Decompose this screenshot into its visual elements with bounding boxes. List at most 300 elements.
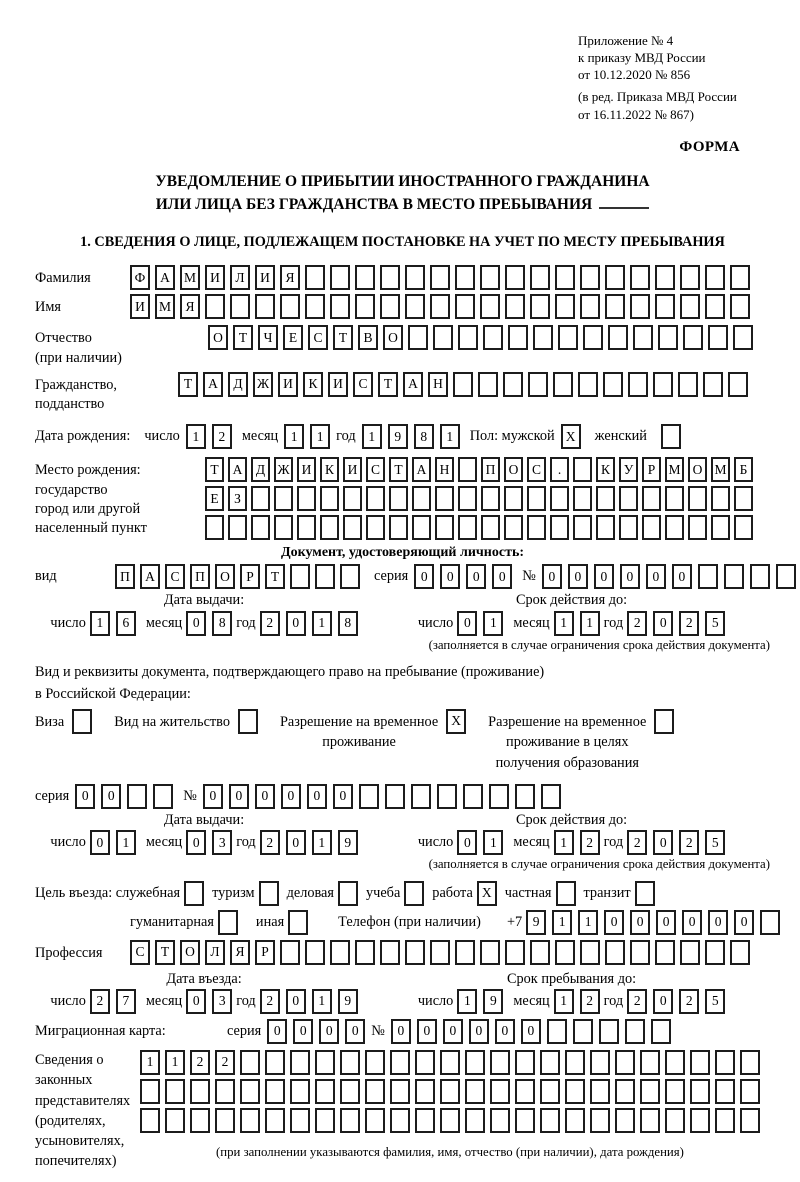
residence-number-cell[interactable] bbox=[489, 784, 509, 809]
representatives-cell[interactable] bbox=[615, 1108, 635, 1133]
identity-issue-year-cell[interactable]: 2 bbox=[260, 611, 280, 636]
residence-issue-month-cell[interactable]: 0 bbox=[186, 830, 206, 855]
representatives-cell[interactable] bbox=[440, 1108, 460, 1133]
birthplace-cell[interactable] bbox=[320, 515, 339, 540]
migration-number-cell[interactable]: 0 bbox=[391, 1019, 411, 1044]
birthplace-cell[interactable] bbox=[366, 515, 385, 540]
representatives-cell[interactable]: 2 bbox=[190, 1050, 210, 1075]
given-name-cell[interactable] bbox=[330, 294, 350, 319]
identity-valid-day-cell[interactable]: 0 bbox=[457, 611, 477, 636]
citizenship-cell[interactable]: Т bbox=[178, 372, 198, 397]
residence-valid-day-cell[interactable]: 1 bbox=[483, 830, 503, 855]
birthplace-cell[interactable]: З bbox=[228, 486, 247, 511]
patronymic-cell[interactable]: О bbox=[208, 325, 228, 350]
stay-day-cell[interactable]: 1 bbox=[457, 989, 477, 1014]
purpose-other-checkbox[interactable] bbox=[288, 910, 308, 935]
representatives-cell[interactable] bbox=[215, 1079, 235, 1104]
residence-number-cell[interactable] bbox=[411, 784, 431, 809]
representatives-cell[interactable] bbox=[140, 1079, 160, 1104]
birthplace-cell[interactable] bbox=[573, 486, 592, 511]
citizenship-cell[interactable]: И bbox=[328, 372, 348, 397]
migration-number-cell[interactable] bbox=[599, 1019, 619, 1044]
entry-year-cell[interactable]: 9 bbox=[338, 989, 358, 1014]
citizenship-cell[interactable] bbox=[678, 372, 698, 397]
citizenship-cell[interactable]: К bbox=[303, 372, 323, 397]
birthplace-cell[interactable] bbox=[688, 486, 707, 511]
identity-number-cell[interactable]: 0 bbox=[542, 564, 562, 589]
profession-cell[interactable] bbox=[380, 940, 400, 965]
representatives-cell[interactable] bbox=[465, 1079, 485, 1104]
identity-number-cell[interactable] bbox=[776, 564, 796, 589]
birthplace-cell[interactable] bbox=[573, 515, 592, 540]
given-name-cell[interactable]: М bbox=[155, 294, 175, 319]
purpose-business-checkbox[interactable] bbox=[338, 881, 358, 906]
sex-female-checkbox[interactable] bbox=[661, 424, 681, 449]
representatives-cell[interactable] bbox=[390, 1108, 410, 1133]
entry-year-cell[interactable]: 1 bbox=[312, 989, 332, 1014]
given-name-cell[interactable]: Я bbox=[180, 294, 200, 319]
representatives-cell[interactable] bbox=[415, 1079, 435, 1104]
residence-issue-year-cell[interactable]: 1 bbox=[312, 830, 332, 855]
birthplace-cell[interactable] bbox=[366, 486, 385, 511]
birthplace-cell[interactable] bbox=[251, 486, 270, 511]
birthplace-cell[interactable] bbox=[711, 515, 730, 540]
migration-number-cell[interactable] bbox=[625, 1019, 645, 1044]
migration-series-cell[interactable]: 0 bbox=[319, 1019, 339, 1044]
residence-issue-year-cell[interactable]: 2 bbox=[260, 830, 280, 855]
representatives-cell[interactable] bbox=[190, 1079, 210, 1104]
profession-cell[interactable] bbox=[705, 940, 725, 965]
residence-permit-checkbox[interactable] bbox=[238, 709, 258, 734]
representatives-cell[interactable] bbox=[340, 1079, 360, 1104]
profession-cell[interactable] bbox=[680, 940, 700, 965]
purpose-tourism-checkbox[interactable] bbox=[259, 881, 279, 906]
birthplace-cell[interactable] bbox=[550, 486, 569, 511]
profession-cell[interactable]: Р bbox=[255, 940, 275, 965]
identity-kind-cell[interactable]: О bbox=[215, 564, 235, 589]
birthplace-cell[interactable]: О bbox=[504, 457, 523, 482]
patronymic-cell[interactable] bbox=[408, 325, 428, 350]
patronymic-cell[interactable]: С bbox=[308, 325, 328, 350]
patronymic-cell[interactable] bbox=[733, 325, 753, 350]
identity-number-cell[interactable]: 0 bbox=[672, 564, 692, 589]
surname-cell[interactable]: А bbox=[155, 265, 175, 290]
patronymic-cell[interactable]: Е bbox=[283, 325, 303, 350]
representatives-cell[interactable] bbox=[665, 1079, 685, 1104]
birthplace-cell[interactable]: Т bbox=[205, 457, 224, 482]
entry-year-cell[interactable]: 2 bbox=[260, 989, 280, 1014]
purpose-humanitarian-checkbox[interactable] bbox=[218, 910, 238, 935]
representatives-cell[interactable] bbox=[165, 1079, 185, 1104]
identity-number-cell[interactable] bbox=[724, 564, 744, 589]
profession-cell[interactable] bbox=[405, 940, 425, 965]
profession-cell[interactable] bbox=[605, 940, 625, 965]
birthplace-cell[interactable] bbox=[642, 515, 661, 540]
representatives-cell[interactable] bbox=[665, 1108, 685, 1133]
citizenship-cell[interactable] bbox=[503, 372, 523, 397]
birthplace-cell[interactable]: Б bbox=[734, 457, 753, 482]
patronymic-cell[interactable] bbox=[508, 325, 528, 350]
given-name-cell[interactable] bbox=[655, 294, 675, 319]
representatives-cell[interactable] bbox=[615, 1050, 635, 1075]
surname-cell[interactable] bbox=[480, 265, 500, 290]
identity-number-cell[interactable]: 0 bbox=[646, 564, 666, 589]
patronymic-cell[interactable] bbox=[608, 325, 628, 350]
representatives-cell[interactable] bbox=[390, 1079, 410, 1104]
residence-number-cell[interactable]: 0 bbox=[333, 784, 353, 809]
representatives-cell[interactable] bbox=[740, 1050, 760, 1075]
representatives-cell[interactable] bbox=[315, 1079, 335, 1104]
residence-valid-year-cell[interactable]: 2 bbox=[627, 830, 647, 855]
representatives-cell[interactable] bbox=[290, 1108, 310, 1133]
phone-digit-cell[interactable]: 1 bbox=[578, 910, 598, 935]
patronymic-cell[interactable] bbox=[658, 325, 678, 350]
purpose-private-checkbox[interactable] bbox=[556, 881, 576, 906]
representatives-cell[interactable] bbox=[565, 1079, 585, 1104]
identity-valid-year-cell[interactable]: 2 bbox=[627, 611, 647, 636]
representatives-cell[interactable] bbox=[265, 1050, 285, 1075]
stay-month-cell[interactable]: 1 bbox=[554, 989, 574, 1014]
birthplace-cell[interactable]: И bbox=[343, 457, 362, 482]
birthplace-cell[interactable] bbox=[527, 515, 546, 540]
citizenship-cell[interactable] bbox=[453, 372, 473, 397]
birthplace-cell[interactable]: М bbox=[711, 457, 730, 482]
given-name-cell[interactable] bbox=[680, 294, 700, 319]
patronymic-cell[interactable]: В bbox=[358, 325, 378, 350]
identity-series-cell[interactable]: 0 bbox=[414, 564, 434, 589]
surname-cell[interactable]: Я bbox=[280, 265, 300, 290]
given-name-cell[interactable] bbox=[380, 294, 400, 319]
birthplace-cell[interactable] bbox=[274, 486, 293, 511]
citizenship-cell[interactable]: С bbox=[353, 372, 373, 397]
given-name-cell[interactable] bbox=[205, 294, 225, 319]
representatives-cell[interactable] bbox=[365, 1050, 385, 1075]
residence-number-cell[interactable]: 0 bbox=[281, 784, 301, 809]
migration-number-cell[interactable] bbox=[547, 1019, 567, 1044]
citizenship-cell[interactable] bbox=[578, 372, 598, 397]
residence-valid-day-cell[interactable]: 0 bbox=[457, 830, 477, 855]
identity-issue-day-cell[interactable]: 1 bbox=[90, 611, 110, 636]
identity-number-cell[interactable]: 0 bbox=[594, 564, 614, 589]
birthplace-cell[interactable] bbox=[665, 486, 684, 511]
patronymic-cell[interactable] bbox=[583, 325, 603, 350]
surname-cell[interactable] bbox=[455, 265, 475, 290]
profession-cell[interactable] bbox=[480, 940, 500, 965]
entry-month-cell[interactable]: 3 bbox=[212, 989, 232, 1014]
residence-number-cell[interactable]: 0 bbox=[203, 784, 223, 809]
citizenship-cell[interactable] bbox=[728, 372, 748, 397]
residence-issue-year-cell[interactable]: 0 bbox=[286, 830, 306, 855]
citizenship-cell[interactable] bbox=[528, 372, 548, 397]
birthplace-cell[interactable]: К bbox=[596, 457, 615, 482]
surname-cell[interactable]: Ф bbox=[130, 265, 150, 290]
temp-residence-checkbox[interactable]: X bbox=[446, 709, 466, 734]
given-name-cell[interactable] bbox=[555, 294, 575, 319]
surname-cell[interactable] bbox=[530, 265, 550, 290]
identity-issue-year-cell[interactable]: 8 bbox=[338, 611, 358, 636]
identity-kind-cell[interactable]: П bbox=[115, 564, 135, 589]
phone-digit-cell[interactable]: 0 bbox=[682, 910, 702, 935]
residence-number-cell[interactable]: 0 bbox=[255, 784, 275, 809]
representatives-cell[interactable] bbox=[715, 1108, 735, 1133]
representatives-cell[interactable] bbox=[340, 1108, 360, 1133]
residence-issue-year-cell[interactable]: 9 bbox=[338, 830, 358, 855]
entry-year-cell[interactable]: 0 bbox=[286, 989, 306, 1014]
identity-kind-cell[interactable] bbox=[340, 564, 360, 589]
birth-month-cell[interactable]: 1 bbox=[284, 424, 304, 449]
profession-cell[interactable] bbox=[455, 940, 475, 965]
residence-valid-year-cell[interactable]: 5 bbox=[705, 830, 725, 855]
given-name-cell[interactable] bbox=[505, 294, 525, 319]
profession-cell[interactable] bbox=[730, 940, 750, 965]
representatives-cell[interactable] bbox=[715, 1050, 735, 1075]
migration-number-cell[interactable] bbox=[573, 1019, 593, 1044]
identity-valid-month-cell[interactable]: 1 bbox=[554, 611, 574, 636]
patronymic-cell[interactable]: Т bbox=[333, 325, 353, 350]
identity-number-cell[interactable] bbox=[750, 564, 770, 589]
birthplace-cell[interactable]: М bbox=[665, 457, 684, 482]
patronymic-cell[interactable]: Ч bbox=[258, 325, 278, 350]
surname-cell[interactable] bbox=[680, 265, 700, 290]
representatives-cell[interactable] bbox=[415, 1050, 435, 1075]
representatives-cell[interactable] bbox=[690, 1079, 710, 1104]
profession-cell[interactable] bbox=[580, 940, 600, 965]
sex-male-checkbox[interactable]: X bbox=[561, 424, 581, 449]
representatives-cell[interactable] bbox=[540, 1079, 560, 1104]
phone-digit-cell[interactable]: 9 bbox=[526, 910, 546, 935]
profession-cell[interactable] bbox=[630, 940, 650, 965]
birthplace-cell[interactable] bbox=[504, 486, 523, 511]
residence-issue-day-cell[interactable]: 0 bbox=[90, 830, 110, 855]
residence-issue-day-cell[interactable]: 1 bbox=[116, 830, 136, 855]
profession-cell[interactable]: Т bbox=[155, 940, 175, 965]
birthplace-cell[interactable] bbox=[527, 486, 546, 511]
birthplace-cell[interactable] bbox=[734, 486, 753, 511]
identity-kind-cell[interactable]: С bbox=[165, 564, 185, 589]
representatives-cell[interactable] bbox=[240, 1108, 260, 1133]
representatives-cell[interactable] bbox=[590, 1050, 610, 1075]
birthplace-cell[interactable]: К bbox=[320, 457, 339, 482]
birthplace-cell[interactable] bbox=[573, 457, 592, 482]
birthplace-cell[interactable] bbox=[435, 515, 454, 540]
residence-number-cell[interactable] bbox=[437, 784, 457, 809]
birthplace-cell[interactable] bbox=[205, 515, 224, 540]
residence-valid-year-cell[interactable]: 0 bbox=[653, 830, 673, 855]
representatives-cell[interactable] bbox=[515, 1050, 535, 1075]
citizenship-cell[interactable]: Д bbox=[228, 372, 248, 397]
birthplace-cell[interactable] bbox=[297, 515, 316, 540]
patronymic-cell[interactable] bbox=[708, 325, 728, 350]
birthplace-cell[interactable] bbox=[412, 486, 431, 511]
identity-series-cell[interactable]: 0 bbox=[440, 564, 460, 589]
birthplace-cell[interactable] bbox=[228, 515, 247, 540]
residence-series-cell[interactable]: 0 bbox=[101, 784, 121, 809]
representatives-cell[interactable]: 1 bbox=[165, 1050, 185, 1075]
representatives-cell[interactable] bbox=[590, 1108, 610, 1133]
birthplace-cell[interactable] bbox=[389, 486, 408, 511]
patronymic-cell[interactable] bbox=[633, 325, 653, 350]
representatives-cell[interactable] bbox=[490, 1050, 510, 1075]
representatives-cell[interactable] bbox=[265, 1108, 285, 1133]
identity-series-cell[interactable]: 0 bbox=[466, 564, 486, 589]
representatives-cell[interactable] bbox=[365, 1079, 385, 1104]
given-name-cell[interactable] bbox=[605, 294, 625, 319]
given-name-cell[interactable] bbox=[430, 294, 450, 319]
identity-issue-month-cell[interactable]: 0 bbox=[186, 611, 206, 636]
birthplace-cell[interactable] bbox=[688, 515, 707, 540]
citizenship-cell[interactable]: Ж bbox=[253, 372, 273, 397]
birthplace-cell[interactable] bbox=[665, 515, 684, 540]
identity-series-cell[interactable]: 0 bbox=[492, 564, 512, 589]
representatives-cell[interactable] bbox=[690, 1108, 710, 1133]
representatives-cell[interactable] bbox=[415, 1108, 435, 1133]
identity-issue-year-cell[interactable]: 1 bbox=[312, 611, 332, 636]
representatives-cell[interactable] bbox=[365, 1108, 385, 1133]
surname-cell[interactable] bbox=[355, 265, 375, 290]
stay-year-cell[interactable]: 2 bbox=[627, 989, 647, 1014]
given-name-cell[interactable] bbox=[730, 294, 750, 319]
profession-cell[interactable]: Л bbox=[205, 940, 225, 965]
birth-year-cell[interactable]: 1 bbox=[440, 424, 460, 449]
surname-cell[interactable] bbox=[330, 265, 350, 290]
representatives-cell[interactable] bbox=[715, 1079, 735, 1104]
representatives-cell[interactable] bbox=[465, 1108, 485, 1133]
representatives-cell[interactable] bbox=[215, 1108, 235, 1133]
patronymic-cell[interactable]: Т bbox=[233, 325, 253, 350]
stay-year-cell[interactable]: 0 bbox=[653, 989, 673, 1014]
surname-cell[interactable] bbox=[705, 265, 725, 290]
representatives-cell[interactable] bbox=[465, 1050, 485, 1075]
birthplace-cell[interactable] bbox=[619, 515, 638, 540]
profession-cell[interactable] bbox=[355, 940, 375, 965]
representatives-cell[interactable] bbox=[190, 1108, 210, 1133]
identity-issue-month-cell[interactable]: 8 bbox=[212, 611, 232, 636]
surname-cell[interactable] bbox=[630, 265, 650, 290]
phone-digit-cell[interactable]: 0 bbox=[656, 910, 676, 935]
profession-cell[interactable] bbox=[305, 940, 325, 965]
birthplace-cell[interactable]: С bbox=[366, 457, 385, 482]
identity-valid-day-cell[interactable]: 1 bbox=[483, 611, 503, 636]
given-name-cell[interactable] bbox=[530, 294, 550, 319]
profession-cell[interactable] bbox=[655, 940, 675, 965]
given-name-cell[interactable] bbox=[705, 294, 725, 319]
birthplace-cell[interactable] bbox=[458, 515, 477, 540]
given-name-cell[interactable]: И bbox=[130, 294, 150, 319]
migration-number-cell[interactable]: 0 bbox=[495, 1019, 515, 1044]
representatives-cell[interactable] bbox=[290, 1050, 310, 1075]
residence-valid-year-cell[interactable]: 2 bbox=[679, 830, 699, 855]
citizenship-cell[interactable]: А bbox=[203, 372, 223, 397]
migration-series-cell[interactable]: 0 bbox=[293, 1019, 313, 1044]
profession-cell[interactable] bbox=[555, 940, 575, 965]
birth-year-cell[interactable]: 8 bbox=[414, 424, 434, 449]
citizenship-cell[interactable] bbox=[703, 372, 723, 397]
citizenship-cell[interactable]: Т bbox=[378, 372, 398, 397]
patronymic-cell[interactable]: О bbox=[383, 325, 403, 350]
representatives-cell[interactable] bbox=[640, 1050, 660, 1075]
birthplace-cell[interactable]: А bbox=[412, 457, 431, 482]
birthplace-cell[interactable]: И bbox=[297, 457, 316, 482]
representatives-cell[interactable] bbox=[640, 1079, 660, 1104]
residence-series-cell[interactable]: 0 bbox=[75, 784, 95, 809]
representatives-cell[interactable]: 2 bbox=[215, 1050, 235, 1075]
profession-cell[interactable] bbox=[430, 940, 450, 965]
representatives-cell[interactable] bbox=[540, 1050, 560, 1075]
representatives-cell[interactable] bbox=[265, 1079, 285, 1104]
birthplace-cell[interactable] bbox=[596, 515, 615, 540]
surname-cell[interactable] bbox=[405, 265, 425, 290]
representatives-cell[interactable] bbox=[315, 1050, 335, 1075]
birthplace-cell[interactable]: С bbox=[527, 457, 546, 482]
temp-residence-edu-checkbox[interactable] bbox=[654, 709, 674, 734]
birthplace-cell[interactable] bbox=[389, 515, 408, 540]
patronymic-cell[interactable] bbox=[533, 325, 553, 350]
surname-cell[interactable]: И bbox=[205, 265, 225, 290]
residence-valid-month-cell[interactable]: 1 bbox=[554, 830, 574, 855]
surname-cell[interactable] bbox=[555, 265, 575, 290]
profession-cell[interactable]: Я bbox=[230, 940, 250, 965]
birthplace-cell[interactable] bbox=[297, 486, 316, 511]
representatives-cell[interactable]: 1 bbox=[140, 1050, 160, 1075]
representatives-cell[interactable] bbox=[565, 1108, 585, 1133]
given-name-cell[interactable] bbox=[480, 294, 500, 319]
birthplace-cell[interactable] bbox=[711, 486, 730, 511]
identity-issue-day-cell[interactable]: 6 bbox=[116, 611, 136, 636]
birthplace-cell[interactable] bbox=[274, 515, 293, 540]
representatives-cell[interactable] bbox=[665, 1050, 685, 1075]
migration-number-cell[interactable]: 0 bbox=[521, 1019, 541, 1044]
entry-day-cell[interactable]: 7 bbox=[116, 989, 136, 1014]
stay-month-cell[interactable]: 2 bbox=[580, 989, 600, 1014]
birth-day-cell[interactable]: 2 bbox=[212, 424, 232, 449]
residence-valid-month-cell[interactable]: 2 bbox=[580, 830, 600, 855]
purpose-work-checkbox[interactable]: X bbox=[477, 881, 497, 906]
residence-issue-month-cell[interactable]: 3 bbox=[212, 830, 232, 855]
representatives-cell[interactable] bbox=[290, 1079, 310, 1104]
profession-cell[interactable] bbox=[530, 940, 550, 965]
given-name-cell[interactable] bbox=[355, 294, 375, 319]
birthplace-cell[interactable]: Т bbox=[389, 457, 408, 482]
surname-cell[interactable] bbox=[430, 265, 450, 290]
birthplace-cell[interactable]: Д bbox=[251, 457, 270, 482]
stay-year-cell[interactable]: 2 bbox=[679, 989, 699, 1014]
surname-cell[interactable] bbox=[605, 265, 625, 290]
visa-checkbox[interactable] bbox=[72, 709, 92, 734]
profession-cell[interactable]: О bbox=[180, 940, 200, 965]
birthplace-cell[interactable]: П bbox=[481, 457, 500, 482]
entry-day-cell[interactable]: 2 bbox=[90, 989, 110, 1014]
migration-number-cell[interactable]: 0 bbox=[417, 1019, 437, 1044]
representatives-cell[interactable] bbox=[490, 1108, 510, 1133]
birth-month-cell[interactable]: 1 bbox=[310, 424, 330, 449]
surname-cell[interactable] bbox=[505, 265, 525, 290]
birthplace-cell[interactable] bbox=[596, 486, 615, 511]
purpose-study-checkbox[interactable] bbox=[404, 881, 424, 906]
phone-digit-cell[interactable]: 0 bbox=[734, 910, 754, 935]
representatives-cell[interactable] bbox=[340, 1050, 360, 1075]
birthplace-cell[interactable] bbox=[458, 457, 477, 482]
residence-series-cell[interactable] bbox=[127, 784, 147, 809]
birthplace-cell[interactable]: Е bbox=[205, 486, 224, 511]
stay-year-cell[interactable]: 5 bbox=[705, 989, 725, 1014]
patronymic-cell[interactable] bbox=[683, 325, 703, 350]
identity-valid-year-cell[interactable]: 0 bbox=[653, 611, 673, 636]
birth-year-cell[interactable]: 1 bbox=[362, 424, 382, 449]
migration-series-cell[interactable]: 0 bbox=[267, 1019, 287, 1044]
migration-number-cell[interactable]: 0 bbox=[469, 1019, 489, 1044]
patronymic-cell[interactable] bbox=[558, 325, 578, 350]
representatives-cell[interactable] bbox=[515, 1108, 535, 1133]
